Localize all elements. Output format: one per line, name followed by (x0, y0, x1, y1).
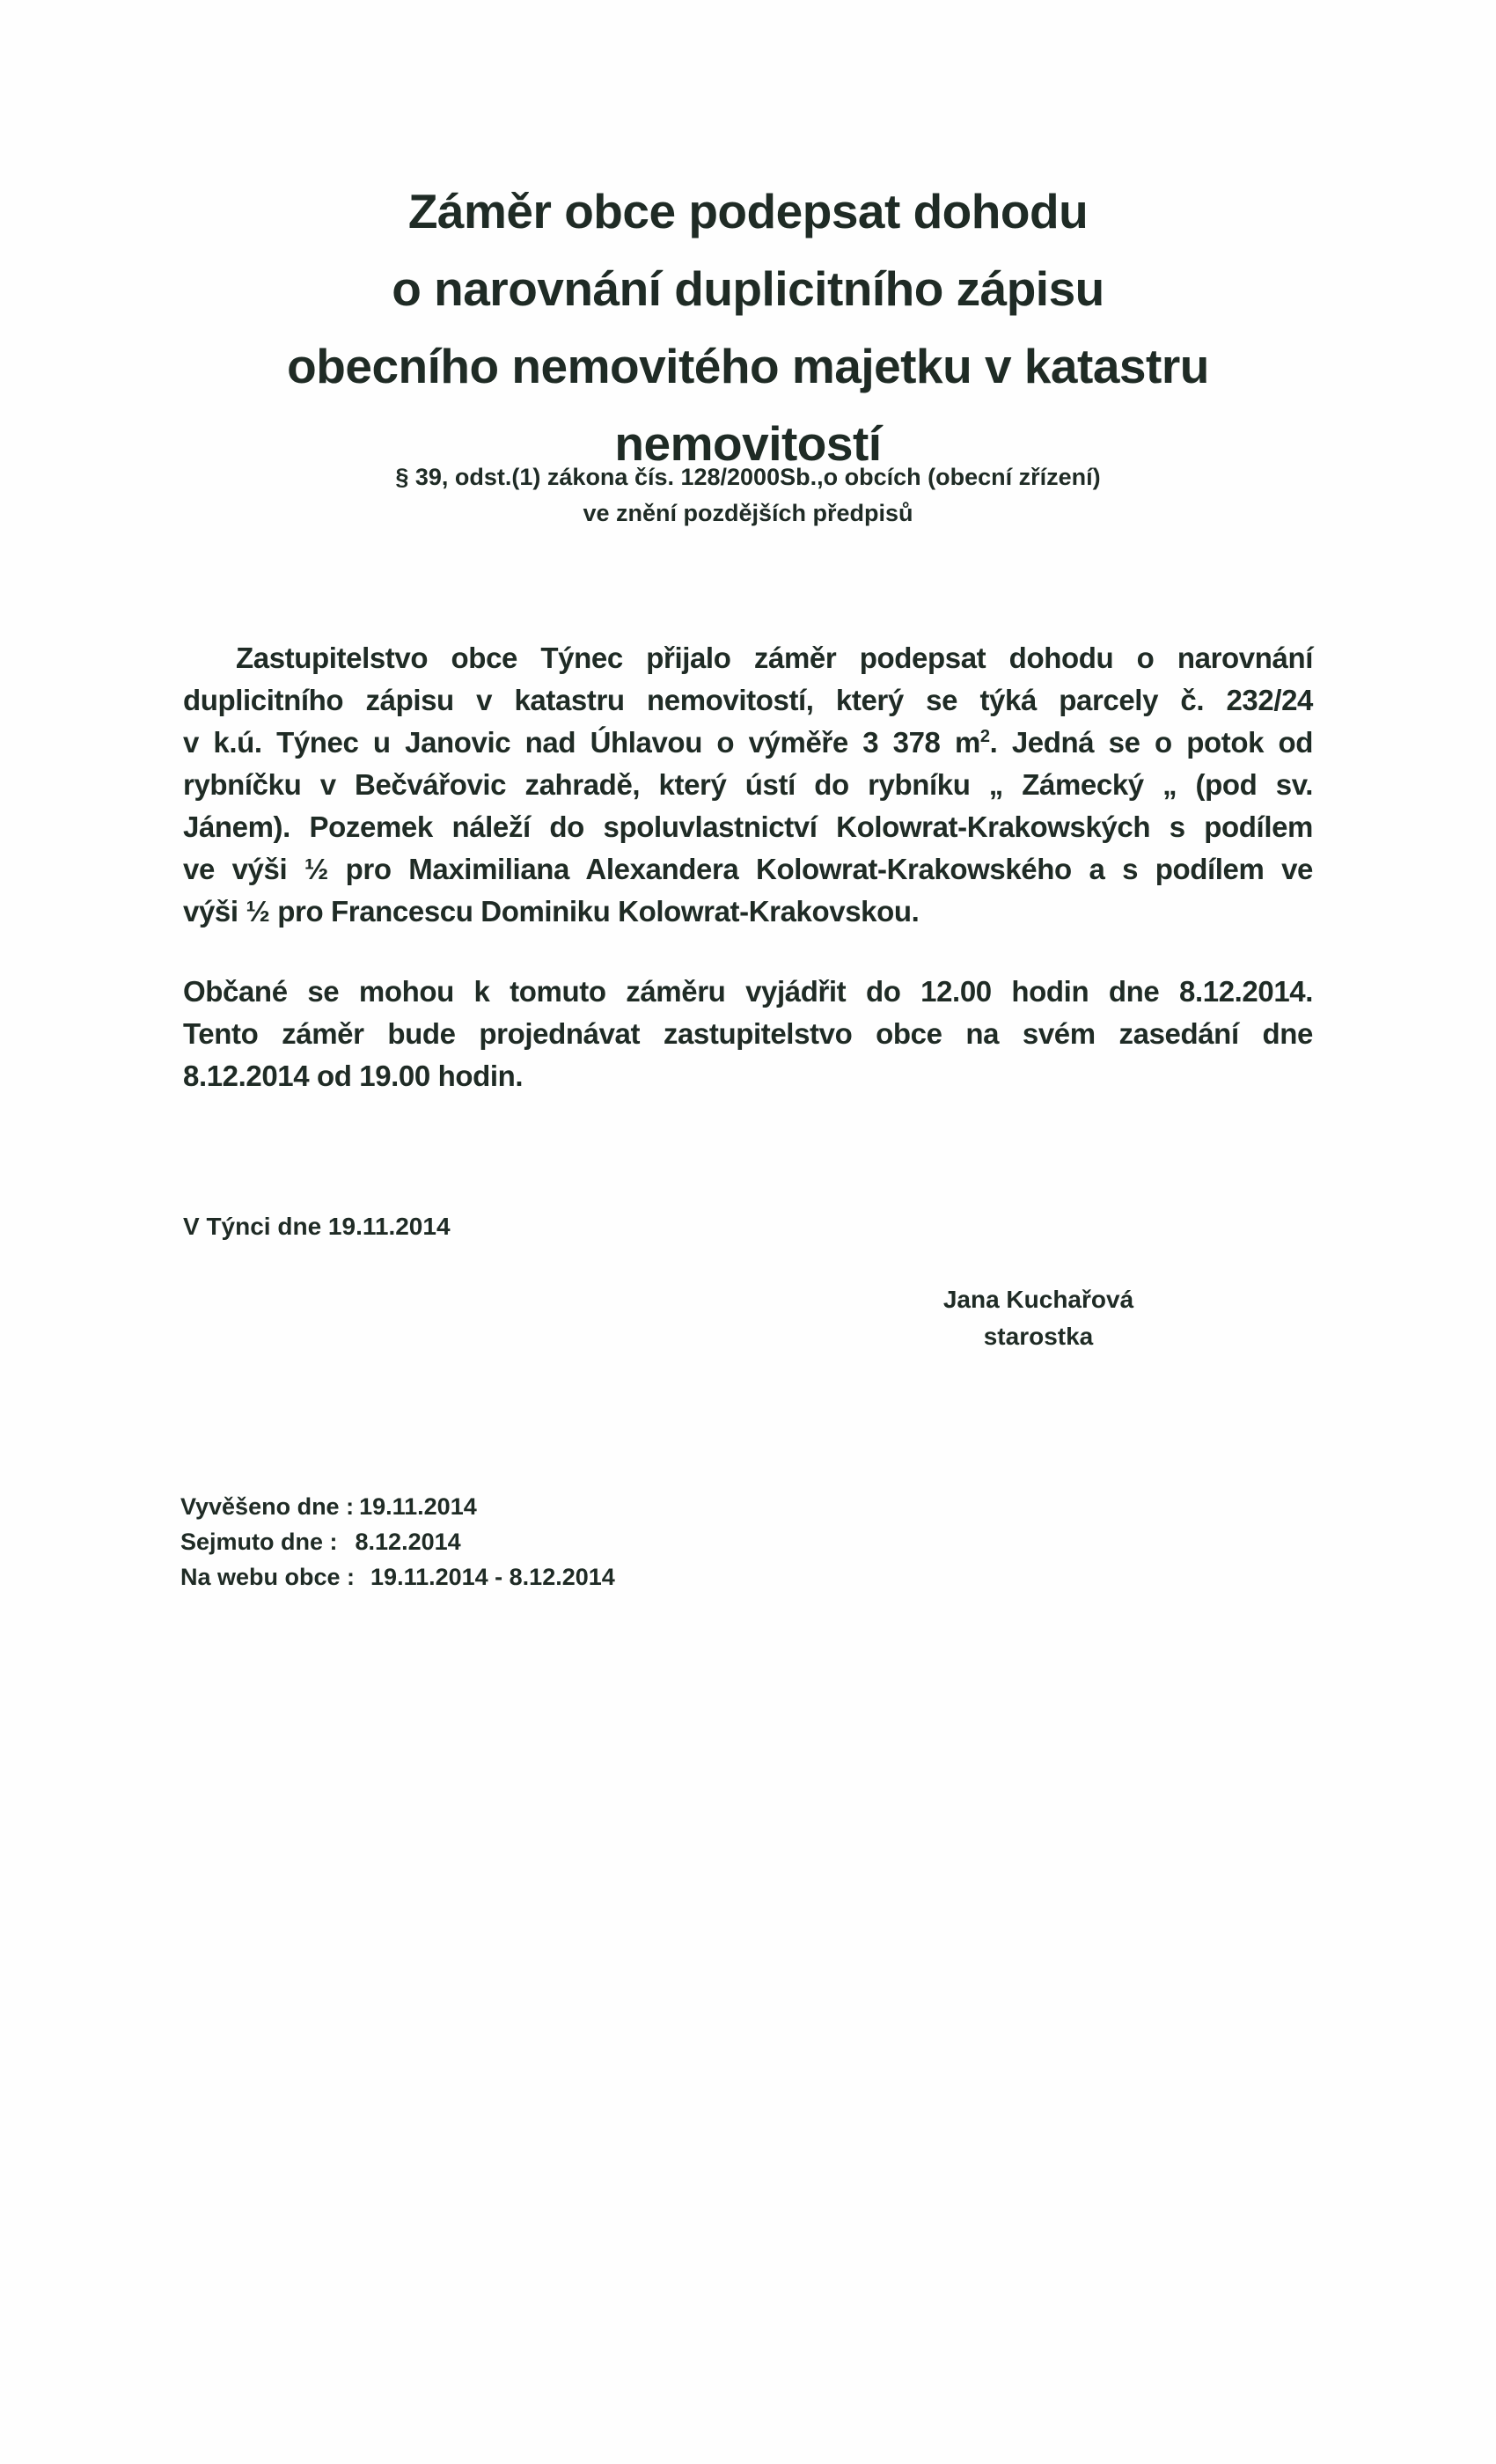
area-text-tail: . Jedná se o potok od (989, 726, 1313, 759)
paragraph-line: Tento záměr bude projednávat zastupitelstvo obce na svém zasedání dne (183, 1017, 1313, 1050)
posting-value: 19.11.2014 - 8.12.2014 (370, 1564, 615, 1590)
area-text: v k.ú. Týnec u Janovic nad Úhlavou o výměře 3 378 m (183, 726, 980, 759)
signatory-name: Jana Kuchařová (942, 1286, 1134, 1313)
posting-label: Vyvěšeno dne : (180, 1493, 355, 1520)
title-line-1: Záměr obce podepsat dohodu (407, 184, 1089, 238)
posting-row-web (180, 1559, 615, 1595)
posting-row-removed (180, 1524, 615, 1559)
paragraph-line: Občané se mohou k tomuto záměru vyjádřit do 12.00 hodin dne 8.12.2014. (183, 975, 1313, 1008)
paragraph-line: rybníčku v Bečvářovic zahradě, který ústí do rybníku „ Zámecký „ (pod sv. (183, 768, 1313, 801)
legal-reference (264, 459, 1232, 532)
paragraph-line-area (183, 722, 1313, 764)
paragraph-line: Zastupitelstvo obce Týnec přijalo záměr podepsat dohodu o narovnání (236, 642, 1313, 674)
document-title (132, 172, 1364, 482)
signatory-role: starostka (983, 1323, 1094, 1350)
paragraph-line: duplicitního zápisu v katastru nemovitostí, který se týká parcely č. 232/24 (183, 684, 1313, 716)
legal-reference-line-2: ve znění pozdějších předpisů (583, 500, 913, 526)
paragraph-line: ve výši ½ pro Maximiliana Alexandera Kolowrat-Krakowského a s podílem ve (183, 853, 1313, 885)
title-line-2: o narovnání duplicitního zápisu (392, 261, 1104, 316)
posting-info (180, 1489, 615, 1595)
posting-label: Na webu obce : (180, 1564, 356, 1590)
title-line-3: obecního nemovitého majetku v katastru (287, 339, 1209, 393)
paragraph-line: výši ½ pro Francescu Dominiku Kolowrat-Krakovskou. (183, 895, 920, 928)
posting-row-posted (180, 1489, 615, 1524)
posting-value: 19.11.2014 (359, 1493, 477, 1520)
comment-deadline-paragraph (183, 971, 1313, 1097)
intent-paragraph (183, 637, 1313, 933)
posting-value: 8.12.2014 (355, 1529, 461, 1555)
legal-reference-line-1: § 39, odst.(1) zákona čís. 128/2000Sb.,o obcích (obecní zřízení) (395, 464, 1101, 490)
signature-block (933, 1281, 1144, 1355)
area-superscript: 2 (979, 727, 990, 746)
posting-label: Sejmuto dne : (180, 1529, 338, 1555)
paragraph-line: Jánem). Pozemek náleží do spoluvlastnictví Kolowrat-Krakowských s podílem (183, 810, 1313, 843)
place-and-date: V Týnci dne 19.11.2014 (183, 1213, 451, 1240)
paragraph-line: 8.12.2014 od 19.00 hodin. (183, 1060, 524, 1092)
title-line-4: nemovitostí (614, 416, 882, 471)
